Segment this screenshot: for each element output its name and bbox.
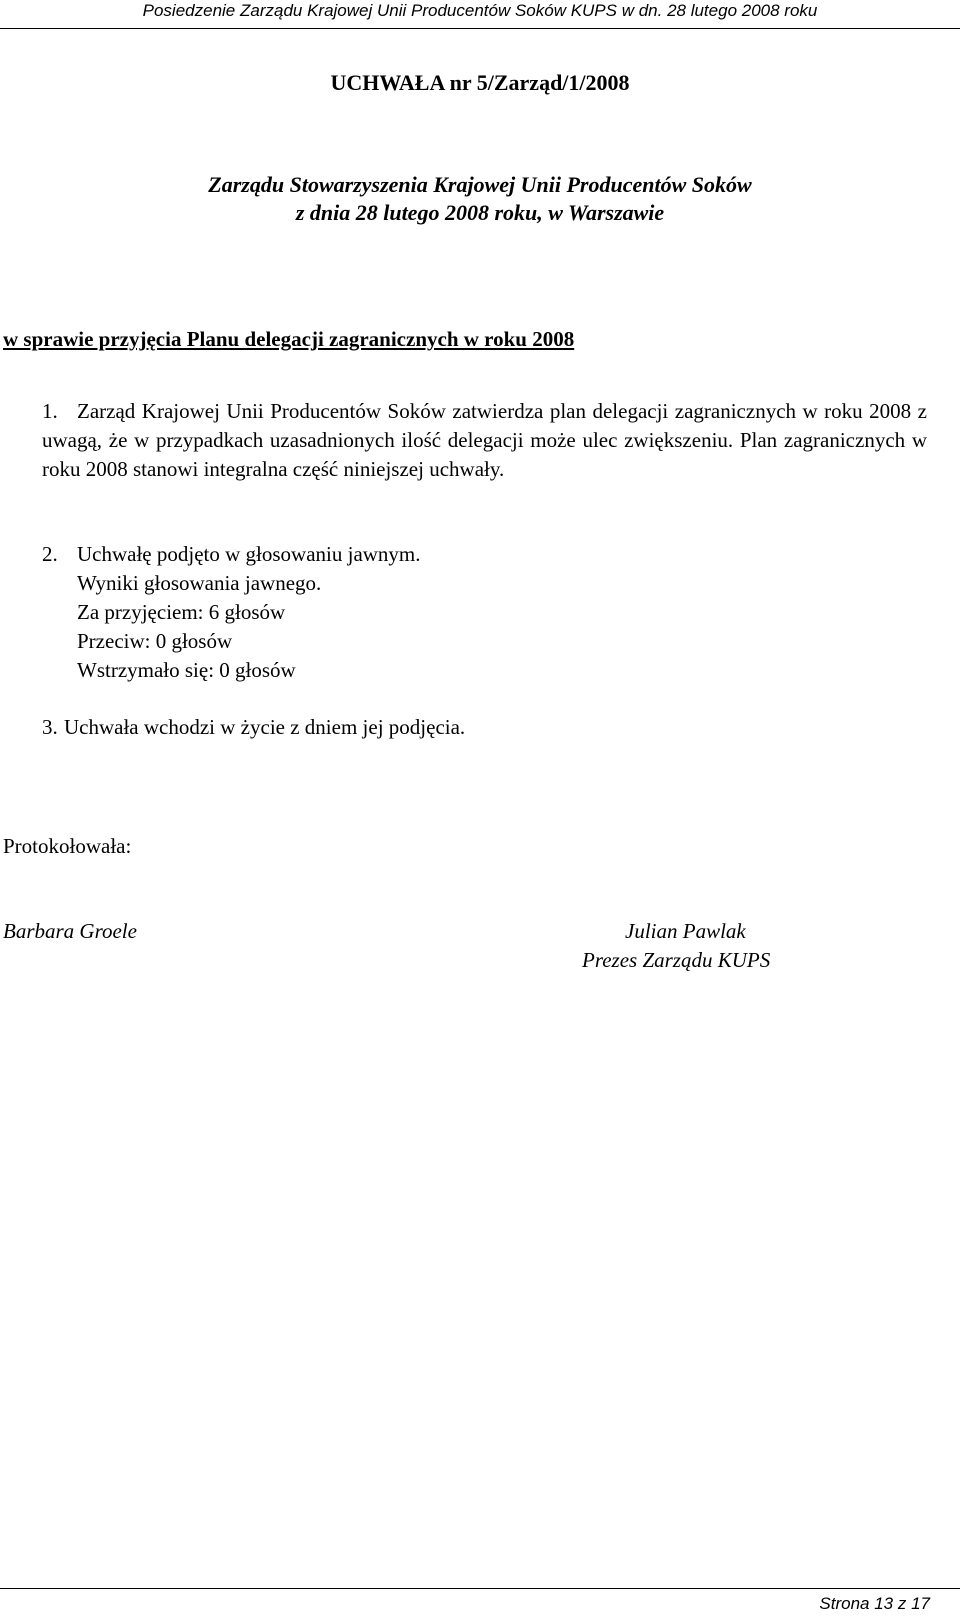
- item-2-line-5: Wstrzymało się: 0 głosów: [77, 658, 296, 682]
- page-footer: [0, 1588, 960, 1618]
- item-2-line-2: Wyniki głosowania jawnego.: [77, 571, 322, 595]
- signature-left-name: Barbara Groele: [3, 919, 137, 943]
- resolution-subject: w sprawie przyjęcia Planu delegacji zagranicznych w roku 2008: [3, 327, 575, 351]
- resolution-title: UCHWAŁA nr 5/Zarząd/1/2008: [330, 70, 630, 95]
- signature-right-role: Prezes Zarządu KUPS: [582, 948, 771, 972]
- running-header-text: Posiedzenie Zarządu Krajowej Unii Producentów Soków KUPS w dn. 28 lutego 2008 roku: [142, 1, 818, 20]
- item-3-text: Uchwała wchodzi w życie z dniem jej podjęcia.: [64, 715, 466, 739]
- item-1-text: Zarząd Krajowej Unii Producentów Soków zatwierdza plan delegacji zagranicznych w roku 2008 z uwagą, że w przypadkach uzasadnionych ilość delegacji może ulec zwiększeniu. Plan zagranicznych w roku 2008 stanowi integralna część niniejszej uchwały.: [42, 399, 927, 481]
- issuer-line-2: z dnia 28 lutego 2008 roku, w Warszawie: [295, 200, 665, 225]
- item-2-line-1: Uchwałę podjęto w głosowaniu jawnym.: [77, 542, 421, 566]
- page-number: Strona 13 z 17: [819, 1594, 930, 1613]
- item-2-line-4: Przeciw: 0 głosów: [77, 629, 233, 653]
- running-header: [0, 0, 960, 29]
- item-2-number: 2.: [42, 542, 58, 566]
- item-3-number: 3.: [42, 715, 58, 739]
- issuer-block: [0, 171, 960, 227]
- protocol-label: Protokołowała:: [3, 834, 132, 858]
- issuer-line-1: Zarządu Stowarzyszenia Krajowej Unii Producentów Soków: [208, 172, 752, 197]
- signature-right-name: Julian Pawlak: [625, 919, 746, 943]
- resolution-item-1: [42, 397, 935, 484]
- item-2-line-3: Za przyjęciem: 6 głosów: [77, 600, 286, 624]
- item-1-number: 1.: [42, 399, 58, 423]
